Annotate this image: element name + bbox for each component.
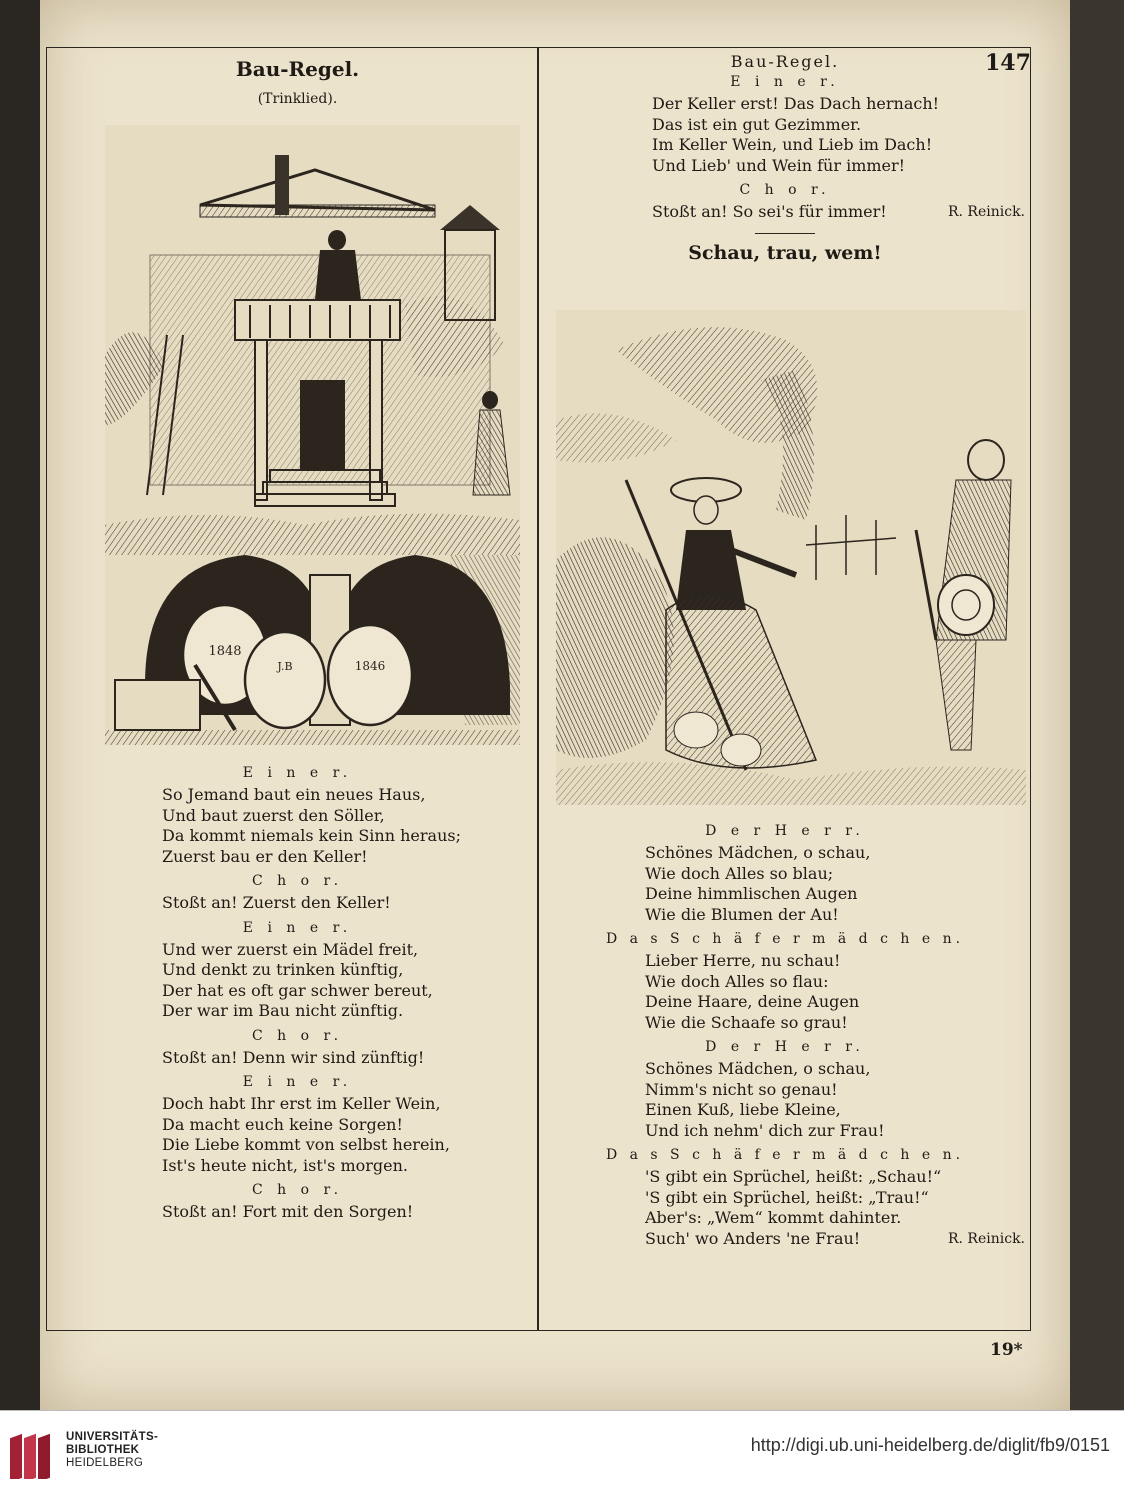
speaker-label: E i n e r. xyxy=(242,919,353,936)
shepherdess-illustration xyxy=(556,310,1026,805)
speaker-label: D a s S c h ä f e r m ä d c h e n. xyxy=(605,931,965,947)
speaker-label: C h o r. xyxy=(739,182,831,198)
poem-line: Da macht euch keine Sorgen! xyxy=(162,1114,403,1134)
speaker-label: D a s S c h ä f e r m ä d c h e n. xyxy=(605,1147,965,1163)
poem-line: Such' wo Anders 'ne Frau! xyxy=(645,1228,861,1248)
sheet-signature: 19* xyxy=(990,1340,1023,1360)
chorus-line: Stoßt an! Zuerst den Keller! xyxy=(162,893,391,912)
author-credit: R. Reinick. xyxy=(947,1230,1025,1247)
poem-line: 'S gibt ein Sprüchel, heißt: „Trau!“ xyxy=(645,1187,929,1207)
barrel-label-3: 1846 xyxy=(354,659,386,673)
right-title: Schau, trau, wem! xyxy=(688,241,882,264)
chorus-line: Stoßt an! Denn wir sind zünftig! xyxy=(162,1047,425,1067)
poem-line: Wie die Blumen der Au! xyxy=(645,904,839,924)
poem-line: Wie doch Alles so flau: xyxy=(645,971,829,991)
poem-line: Da kommt niemals kein Sinn heraus; xyxy=(162,826,461,845)
poem-line: Und Lieb' und Wein für immer! xyxy=(652,155,906,175)
poem-line: Ist's heute nicht, ist's morgen. xyxy=(162,1155,409,1175)
speaker-label: C h o r. xyxy=(251,1027,344,1044)
poem-line: Im Keller Wein, und Lieb im Dach! xyxy=(652,135,933,154)
library-name-line: HEIDELBERG xyxy=(66,1457,144,1469)
poem-line: Einen Kuß, liebe Kleine, xyxy=(645,1100,841,1119)
poem-line: Wie die Schaafe so grau! xyxy=(645,1012,848,1032)
poem-line: Der hat es oft gar schwer bereut, xyxy=(162,980,433,1000)
poem-line: Aber's: „Wem“ kommt dahinter. xyxy=(645,1208,902,1227)
left-poem xyxy=(60,765,535,1223)
chorus-line: Stoßt an! So sei's für immer! xyxy=(652,202,887,221)
right-top xyxy=(545,52,1025,264)
poem-line: Doch habt Ihr erst im Keller Wein, xyxy=(162,1094,441,1113)
barrel-label-1: 1848 xyxy=(208,644,242,659)
poem-line: Deine Haare, deine Augen xyxy=(645,992,860,1011)
library-name-line: BIBLIOTHEK xyxy=(66,1444,140,1456)
poem-line: Der Keller erst! Das Dach hernach! xyxy=(652,94,940,113)
speaker-label: D e r H e r r. xyxy=(705,1039,865,1055)
house-cellar-illustration xyxy=(105,125,520,745)
speaker-label: D e r H e r r. xyxy=(705,823,865,839)
poem-line: Schönes Mädchen, o schau, xyxy=(645,843,871,862)
column-divider xyxy=(537,47,539,1331)
poem-line: Schönes Mädchen, o schau, xyxy=(645,1059,871,1078)
author-credit: R. Reinick. xyxy=(947,204,1025,220)
poem-line: Deine himmlischen Augen xyxy=(645,884,858,903)
poem-line: Und denkt zu trinken künftig, xyxy=(162,960,404,979)
poem-line: Lieber Herre, nu schau! xyxy=(645,951,841,970)
poem-line: Zuerst bau er den Keller! xyxy=(162,846,368,866)
left-title: Bau-Regel. xyxy=(235,57,360,81)
poem-line: So Jemand baut ein neues Haus, xyxy=(162,785,426,804)
page-edge xyxy=(1070,0,1124,1410)
poem-line: Nimm's nicht so genau! xyxy=(645,1079,838,1099)
poem-line: Das ist ein gut Gezimmer. xyxy=(652,114,862,134)
shepherdess-drawing xyxy=(556,310,1026,805)
poem-line: Wie doch Alles so blau; xyxy=(645,863,834,883)
speaker-label: C h o r. xyxy=(251,1182,344,1198)
left-subtitle: (Trinklied). xyxy=(257,91,338,107)
library-name-line: UNIVERSITÄTS- xyxy=(66,1431,159,1443)
poem-line: Und ich nehm' dich zur Frau! xyxy=(645,1120,885,1140)
house-cellar-drawing xyxy=(105,125,520,745)
chorus-line: Stoßt an! Fort mit den Sorgen! xyxy=(162,1202,414,1221)
section-rule xyxy=(755,233,815,234)
poem-line: 'S gibt ein Sprüchel, heißt: „Schau!“ xyxy=(645,1167,942,1186)
poem-line: Und baut zuerst den Söller, xyxy=(162,805,385,825)
library-footer xyxy=(0,1410,1124,1491)
speaker-label: E i n e r. xyxy=(242,765,353,781)
speaker-label: E i n e r. xyxy=(242,1074,353,1090)
university-library-logo-icon xyxy=(8,1425,58,1479)
barrel-label-2: J.B xyxy=(277,660,293,673)
source-url-link[interactable]: http://digi.ub.uni-heidelberg.de/diglit/fb9/0151 xyxy=(750,1435,1110,1455)
speaker-label: C h o r. xyxy=(251,873,344,889)
speaker-label: E i n e r. xyxy=(730,74,840,90)
poem-line: Der war im Bau nicht zünftig. xyxy=(162,1001,404,1020)
running-head: Bau-Regel. xyxy=(730,52,840,71)
poem-line: Die Liebe kommt von selbst herein, xyxy=(162,1135,450,1154)
poem-line: Und wer zuerst ein Mädel freit, xyxy=(162,939,419,959)
page-number: 147 xyxy=(985,50,1031,76)
library-name xyxy=(66,1431,158,1470)
right-poem xyxy=(545,823,1025,1249)
